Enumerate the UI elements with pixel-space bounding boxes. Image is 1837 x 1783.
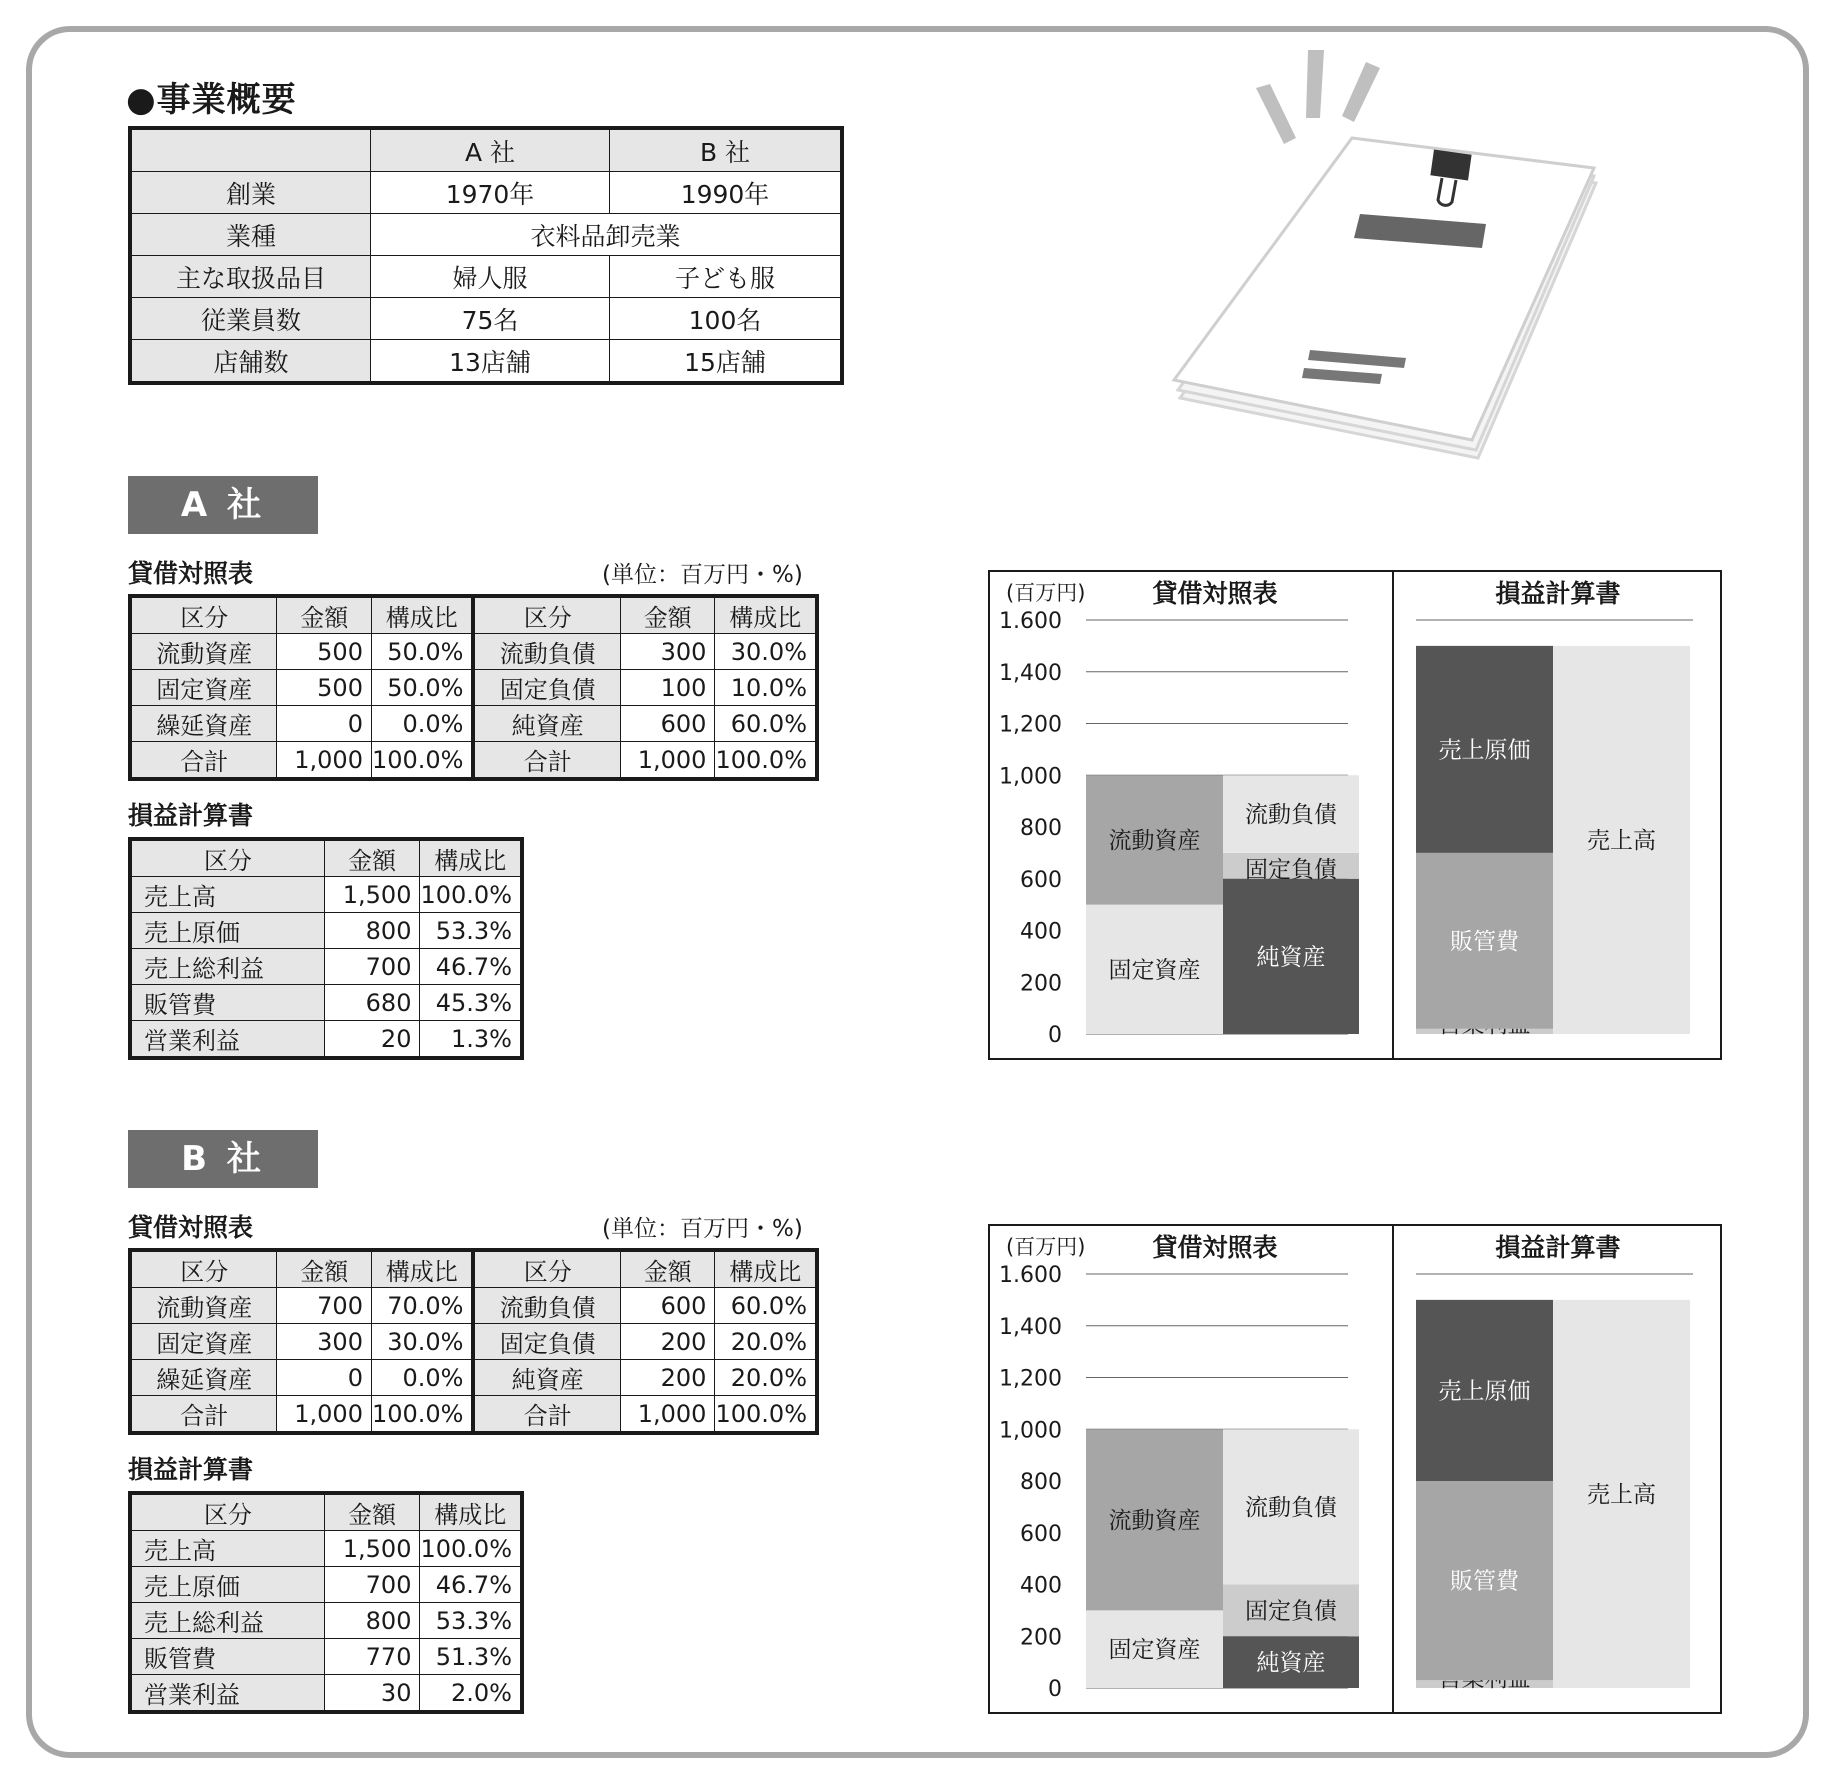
bar-label: 販管費 — [1450, 1568, 1519, 1595]
row-label: 固定負債 — [473, 670, 620, 706]
unit-label: (単位：百万円・%) — [602, 1216, 803, 1242]
cell: 100名 — [610, 298, 843, 340]
cell: 300 — [277, 1324, 372, 1360]
y-tick-label: 1,000 — [999, 1418, 1062, 1444]
table-row — [130, 1639, 522, 1675]
balance-sheet-table — [128, 1248, 819, 1435]
row-label: 業種 — [130, 214, 371, 256]
bar-label: 純資産 — [1256, 1650, 1326, 1677]
y-tick-label: 0 — [1048, 1677, 1062, 1702]
cell: 20.0% — [715, 1360, 817, 1396]
balance-sheet-chart-title: 貸借対照表 — [1152, 1233, 1278, 1262]
row-label: 繰延資産 — [130, 1360, 277, 1396]
cell: 770 — [324, 1639, 420, 1675]
header-cell: 区分 — [130, 1250, 277, 1288]
y-tick-label: 1,400 — [999, 660, 1062, 686]
y-tick-label: 200 — [1020, 971, 1062, 997]
cell: 200 — [620, 1324, 715, 1360]
bar-label: 固定資産 — [1108, 957, 1201, 984]
cell: 20.0% — [715, 1324, 817, 1360]
row-label: 合計 — [130, 1396, 277, 1434]
income-statement-chart-title: 損益計算書 — [1495, 1233, 1621, 1262]
cell: 46.7% — [420, 1567, 522, 1603]
cell: 700 — [277, 1288, 372, 1324]
table-row — [130, 256, 842, 298]
table-row — [130, 214, 842, 256]
cell: 51.3% — [420, 1639, 522, 1675]
balance-sheet-title: 貸借対照表 — [128, 1213, 254, 1242]
y-tick-label: 1.600 — [999, 1263, 1062, 1288]
table-row — [130, 1021, 522, 1059]
balance-sheet-title: 貸借対照表 — [128, 559, 254, 588]
header-cell: 構成比 — [715, 596, 817, 634]
table-row — [130, 298, 842, 340]
bar-label: 売上原価 — [1438, 1378, 1531, 1405]
cell: 600 — [620, 1288, 715, 1324]
cell: 100.0% — [420, 1531, 522, 1567]
income-statement-title: 損益計算書 — [128, 1455, 254, 1484]
cell: 500 — [277, 670, 372, 706]
row-label: 繰延資産 — [130, 706, 277, 742]
header-cell: 金額 — [324, 839, 420, 877]
table-row — [130, 1360, 817, 1396]
cell: 1,500 — [324, 1531, 420, 1567]
row-label: 合計 — [473, 1396, 620, 1434]
company-badge: A 社 — [128, 476, 318, 534]
header-cell: 金額 — [277, 596, 372, 634]
table-row — [130, 1324, 817, 1360]
bar-label: 売上高 — [1587, 827, 1656, 854]
cell: 60.0% — [715, 706, 817, 742]
header-cell: A 社 — [371, 128, 610, 172]
cell: 800 — [324, 1603, 420, 1639]
cell: 20 — [324, 1021, 420, 1059]
cell: 1970年 — [371, 172, 610, 214]
financial-chart — [988, 1224, 1722, 1714]
bar-label: 純資産 — [1256, 944, 1326, 971]
table-row — [130, 985, 522, 1021]
cell: 0 — [277, 706, 372, 742]
balance-sheet-table — [128, 594, 819, 781]
row-label: 合計 — [473, 742, 620, 780]
header-cell: 区分 — [473, 596, 620, 634]
cell: 100 — [620, 670, 715, 706]
header-cell: 区分 — [130, 596, 277, 634]
row-label: 純資産 — [473, 706, 620, 742]
y-tick-label: 1.600 — [999, 609, 1062, 634]
cell: 子ども服 — [610, 256, 843, 298]
y-tick-label: 0 — [1048, 1023, 1062, 1048]
y-tick-label: 600 — [1020, 1521, 1062, 1547]
bar-label: 固定負債 — [1245, 1598, 1337, 1625]
table-row — [130, 1288, 817, 1324]
bar-label: 固定資産 — [1108, 1637, 1201, 1664]
cell: 100.0% — [420, 877, 522, 913]
cell: 1,000 — [620, 1396, 715, 1434]
table-row — [130, 877, 522, 913]
cell: 500 — [277, 634, 372, 670]
table-row — [130, 839, 522, 877]
table-row — [130, 1567, 522, 1603]
cell: 46.7% — [420, 949, 522, 985]
table-row — [130, 128, 842, 172]
y-axis-unit-label: (百万円) — [1006, 581, 1086, 605]
row-label: 固定資産 — [130, 670, 277, 706]
row-label: 従業員数 — [130, 298, 371, 340]
header-cell: B 社 — [610, 128, 843, 172]
table-row — [130, 634, 817, 670]
table-row — [130, 596, 817, 634]
row-label: 合計 — [130, 742, 277, 780]
cell: 0.0% — [371, 706, 473, 742]
row-label: 流動資産 — [130, 634, 277, 670]
header-cell: 金額 — [620, 596, 715, 634]
row-label: 固定資産 — [130, 1324, 277, 1360]
income-statement-title: 損益計算書 — [128, 801, 254, 830]
table-row — [130, 172, 842, 214]
cell: 200 — [620, 1360, 715, 1396]
cell: 30 — [324, 1675, 420, 1713]
cell: 680 — [324, 985, 420, 1021]
cell: 13店舗 — [371, 340, 610, 384]
unit-label: (単位：百万円・%) — [602, 562, 803, 588]
y-tick-label: 200 — [1020, 1625, 1062, 1651]
cell: 1,000 — [620, 742, 715, 780]
bar-label: 固定負債 — [1245, 856, 1337, 883]
cell: 50.0% — [371, 634, 473, 670]
cell: 700 — [324, 1567, 420, 1603]
row-label: 売上原価 — [130, 913, 324, 949]
cell: 0.0% — [371, 1360, 473, 1396]
cell: 30.0% — [371, 1324, 473, 1360]
y-tick-label: 600 — [1020, 867, 1062, 893]
cell: 1,500 — [324, 877, 420, 913]
row-label: 売上総利益 — [130, 949, 324, 985]
cell: 800 — [324, 913, 420, 949]
cell: 1990年 — [610, 172, 843, 214]
cell: 100.0% — [715, 742, 817, 780]
financial-chart — [988, 570, 1722, 1060]
bar-label: 売上高 — [1587, 1481, 1656, 1508]
row-label: 販管費 — [130, 1639, 324, 1675]
cell: 50.0% — [371, 670, 473, 706]
cell: 婦人服 — [371, 256, 610, 298]
y-tick-label: 1,400 — [999, 1314, 1062, 1340]
merged-cell: 衣料品卸売業 — [371, 214, 843, 256]
cell: 1.3% — [420, 1021, 522, 1059]
cell: 700 — [324, 949, 420, 985]
row-label: 売上総利益 — [130, 1603, 324, 1639]
header-cell: 金額 — [620, 1250, 715, 1288]
page-title: ●事業概要 — [126, 80, 297, 120]
cell: 0 — [277, 1360, 372, 1396]
cell: 1,000 — [277, 1396, 372, 1434]
row-label: 流動負債 — [473, 1288, 620, 1324]
table-row — [130, 1396, 817, 1434]
balance-sheet-chart-title: 貸借対照表 — [1152, 579, 1278, 608]
cell: 75名 — [371, 298, 610, 340]
table-row — [130, 913, 522, 949]
table-row — [130, 1493, 522, 1531]
header-cell: 区分 — [473, 1250, 620, 1288]
overview-table — [128, 126, 844, 385]
y-tick-label: 1,200 — [999, 1366, 1062, 1392]
row-label: 販管費 — [130, 985, 324, 1021]
row-label: 営業利益 — [130, 1675, 324, 1713]
cell: 45.3% — [420, 985, 522, 1021]
header-cell: 構成比 — [715, 1250, 817, 1288]
row-label: 純資産 — [473, 1360, 620, 1396]
header-cell: 構成比 — [420, 1493, 522, 1531]
row-label: 主な取扱品目 — [130, 256, 371, 298]
cell: 600 — [620, 706, 715, 742]
y-axis-unit-label: (百万円) — [1006, 1235, 1086, 1259]
y-tick-label: 800 — [1020, 1470, 1062, 1495]
cell: 100.0% — [371, 1396, 473, 1434]
table-row — [130, 1675, 522, 1713]
row-label: 売上原価 — [130, 1567, 324, 1603]
table-row — [130, 340, 842, 384]
cell: 15店舗 — [610, 340, 843, 384]
table-row — [130, 1531, 522, 1567]
income-statement-table — [128, 837, 524, 1060]
header-cell — [130, 128, 371, 172]
table-row — [130, 1250, 817, 1288]
row-label: 流動資産 — [130, 1288, 277, 1324]
table-row — [130, 706, 817, 742]
company-badge: B 社 — [128, 1130, 318, 1188]
cell: 300 — [620, 634, 715, 670]
document-clip-icon — [1160, 40, 1620, 470]
bar-label: 流動負債 — [1245, 1494, 1337, 1521]
row-label: 創業 — [130, 172, 371, 214]
bar-label: 販管費 — [1450, 928, 1519, 955]
income-statement-table — [128, 1491, 524, 1714]
header-cell: 金額 — [277, 1250, 372, 1288]
header-cell: 区分 — [130, 839, 324, 877]
cell: 100.0% — [715, 1396, 817, 1434]
row-label: 営業利益 — [130, 1021, 324, 1059]
bar-label: 流動資産 — [1108, 1507, 1201, 1534]
row-label: 店舗数 — [130, 340, 371, 384]
bar-label: 売上原価 — [1438, 737, 1531, 764]
y-tick-label: 800 — [1020, 816, 1062, 841]
header-cell: 金額 — [324, 1493, 420, 1531]
cell: 10.0% — [715, 670, 817, 706]
y-tick-label: 1,200 — [999, 712, 1062, 738]
bar-label: 流動負債 — [1245, 802, 1337, 829]
cell: 1,000 — [277, 742, 372, 780]
header-cell: 構成比 — [371, 596, 473, 634]
cell: 53.3% — [420, 1603, 522, 1639]
row-label: 売上高 — [130, 877, 324, 913]
income-statement-chart-title: 損益計算書 — [1495, 579, 1621, 608]
header-cell: 構成比 — [371, 1250, 473, 1288]
bar-label: 流動資産 — [1108, 827, 1201, 854]
row-label: 固定負債 — [473, 1324, 620, 1360]
cell: 70.0% — [371, 1288, 473, 1324]
y-tick-label: 1,000 — [999, 764, 1062, 790]
table-row — [130, 670, 817, 706]
table-row — [130, 1603, 522, 1639]
row-label: 流動負債 — [473, 634, 620, 670]
cell: 2.0% — [420, 1675, 522, 1713]
cell: 100.0% — [371, 742, 473, 780]
table-row — [130, 742, 817, 780]
header-cell: 区分 — [130, 1493, 324, 1531]
header-cell: 構成比 — [420, 839, 522, 877]
row-label: 売上高 — [130, 1531, 324, 1567]
y-tick-label: 400 — [1020, 919, 1062, 945]
cell: 30.0% — [715, 634, 817, 670]
table-row — [130, 949, 522, 985]
y-tick-label: 400 — [1020, 1573, 1062, 1599]
cell: 60.0% — [715, 1288, 817, 1324]
cell: 53.3% — [420, 913, 522, 949]
